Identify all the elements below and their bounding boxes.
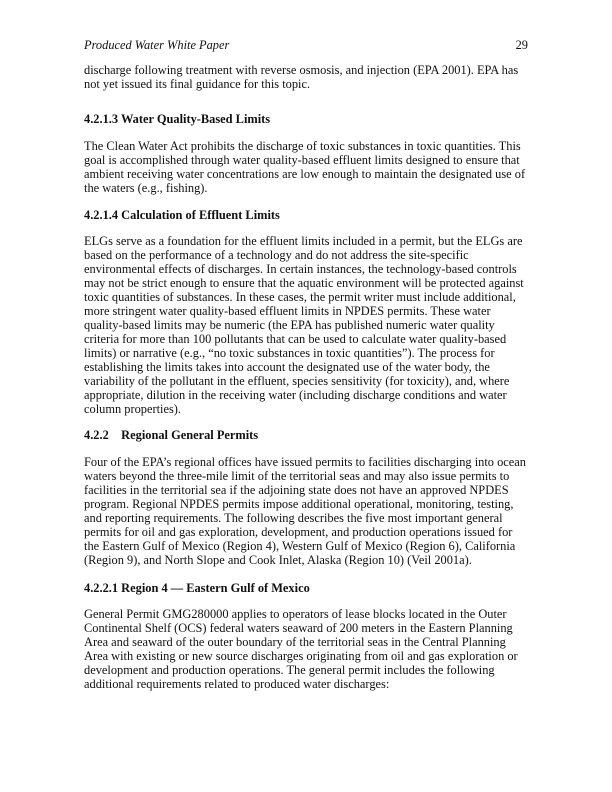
paragraph-region-4 xyxy=(84,607,544,691)
text-line: Continental Shelf (OCS) federal waters seaward of 200 meters in the Eastern Planning xyxy=(84,621,513,635)
text-line: program. Regional NPDES permits impose additional operational, monitoring, testing, xyxy=(84,497,514,511)
text-line: appropriate, dilution in the receiving water (including discharge conditions and water xyxy=(84,388,507,402)
text-line: variability of the pollutant in the effluent, species sensitivity (for toxicity), and, where xyxy=(84,374,510,388)
text-line: quality-based limits may be numeric (the EPA has published numeric water quality xyxy=(84,318,495,332)
paragraph-regional-permits xyxy=(84,455,544,567)
paragraph-effluent-limits xyxy=(84,234,544,416)
text-line: the waters (e.g., fishing). xyxy=(84,181,208,195)
text-line: waters beyond the three-mile limit of the territorial seas and may also issue permits to xyxy=(84,469,510,483)
section-heading: 4.2.1.3 Water Quality-Based Limits xyxy=(84,112,271,126)
text-line: toxic quantities of substances. In these cases, the permit writer must include additional, xyxy=(84,290,516,304)
text-line: ELGs serve as a foundation for the effluent limits included in a permit, but the ELGs are xyxy=(84,234,523,248)
text-line: based on the performance of a technology and do not address the site-specific xyxy=(84,248,469,262)
text-line: additional requirements related to produced water discharges: xyxy=(84,677,390,691)
section-heading: 4.2.2 Regional General Permits xyxy=(84,428,259,442)
text-line: environmental effects of discharges. In certain instances, the technology-based controls xyxy=(84,262,517,276)
section-heading: 4.2.1.4 Calculation of Effluent Limits xyxy=(84,208,280,222)
text-line: facilities in the territorial sea if the adjoining state does not have an approved NPDES xyxy=(84,483,509,497)
paragraph-intro xyxy=(84,63,544,91)
text-line: more stringent water quality-based effluent limits in NPDES permits. These water xyxy=(84,304,491,318)
section-heading: 4.2.2.1 Region 4 — Eastern Gulf of Mexico xyxy=(84,581,310,595)
text-line: Area with existing or new source discharges originating from oil and gas exploration or xyxy=(84,649,518,663)
text-line: not yet issued its final guidance for this topic. xyxy=(84,77,311,91)
page-number: 29 xyxy=(515,38,528,52)
text-line: goal is accomplished through water quality-based effluent limits designed to ensure that xyxy=(84,153,520,167)
text-line: column properties). xyxy=(84,402,182,416)
text-line: (Region 9), and North Slope and Cook Inlet, Alaska (Region 10) (Veil 2001a). xyxy=(84,553,472,567)
text-line: the Eastern Gulf of Mexico (Region 4), Western Gulf of Mexico (Region 6), California xyxy=(84,539,516,553)
page-header xyxy=(84,38,528,53)
text-line: development and production operations. The general permit includes the following xyxy=(84,663,495,677)
header-title: Produced Water White Paper xyxy=(84,38,230,52)
text-line: may not be strict enough to ensure that the aquatic environment will be protected against xyxy=(84,276,524,290)
text-line: discharge following treatment with reverse osmosis, and injection (EPA 2001). EPA has xyxy=(84,63,519,77)
text-line: criteria for more than 100 pollutants that can be used to calculate water quality-based xyxy=(84,332,507,346)
text-line: permits for oil and gas exploration, development, and production operations issued for xyxy=(84,525,513,539)
text-line: and reporting requirements. The following describes the five most important general xyxy=(84,511,503,525)
text-line: ambient receiving water concentrations are low enough to maintain the designated use of xyxy=(84,167,526,181)
text-line: limits) or narrative (e.g., “no toxic substances in toxic quantities”). The process for xyxy=(84,346,495,360)
text-line: Four of the EPA’s regional offices have issued permits to facilities discharging into ocean xyxy=(84,455,526,469)
text-line: Area and seaward of the outer boundary of the territorial seas in the Central Planning xyxy=(84,635,506,649)
text-line: General Permit GMG280000 applies to operators of lease blocks located in the Outer xyxy=(84,607,507,621)
text-line: establishing the limits takes into account the designated use of the water body, the xyxy=(84,360,490,374)
text-line: The Clean Water Act prohibits the discharge of toxic substances in toxic quantities. This xyxy=(84,139,521,153)
paragraph-water-quality xyxy=(84,139,544,195)
